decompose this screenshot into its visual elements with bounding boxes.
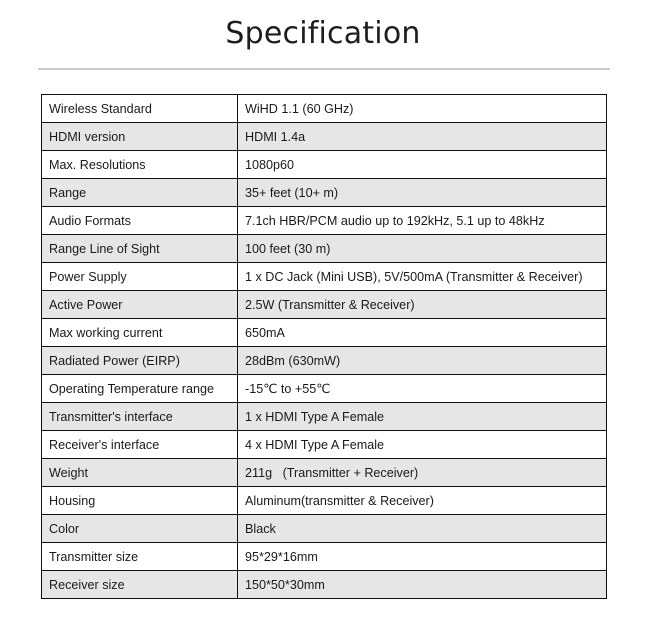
table-row [42, 515, 607, 543]
spec-value: 28dBm (630mW) [238, 347, 607, 375]
spec-value: 211g (Transmitter + Receiver) [238, 459, 607, 487]
spec-label: Wireless Standard [42, 95, 238, 123]
spec-table-body [42, 95, 607, 599]
spec-label: HDMI version [42, 123, 238, 151]
spec-label: Max. Resolutions [42, 151, 238, 179]
table-row [42, 319, 607, 347]
table-row [42, 487, 607, 515]
table-row [42, 95, 607, 123]
spec-value: 1 x HDMI Type A Female [238, 403, 607, 431]
spec-value: 150*50*30mm [238, 571, 607, 599]
table-row [42, 375, 607, 403]
spec-label: Receiver's interface [42, 431, 238, 459]
spec-value: 100 feet (30 m) [238, 235, 607, 263]
table-row [42, 179, 607, 207]
spec-label: Range [42, 179, 238, 207]
spec-label: Max working current [42, 319, 238, 347]
page-title: Specification [225, 16, 421, 51]
table-row [42, 291, 607, 319]
spec-value: 650mA [238, 319, 607, 347]
spec-label: Active Power [42, 291, 238, 319]
spec-value: -15℃ to +55℃ [238, 375, 607, 403]
spec-value: HDMI 1.4a [238, 123, 607, 151]
table-row [42, 403, 607, 431]
spec-value: Black [238, 515, 607, 543]
spec-value: 7.1ch HBR/PCM audio up to 192kHz, 5.1 up to 48kHz [238, 207, 607, 235]
table-row [42, 543, 607, 571]
spec-label: Receiver size [42, 571, 238, 599]
table-row [42, 431, 607, 459]
table-row [42, 151, 607, 179]
spec-label: Range Line of Sight [42, 235, 238, 263]
table-row [42, 235, 607, 263]
spec-value: 95*29*16mm [238, 543, 607, 571]
table-row [42, 123, 607, 151]
spec-label: Weight [42, 459, 238, 487]
spec-value: 1080p60 [238, 151, 607, 179]
spec-table [41, 94, 607, 599]
spec-value: Aluminum(transmitter & Receiver) [238, 487, 607, 515]
title-divider [38, 68, 610, 70]
spec-label: Transmitter size [42, 543, 238, 571]
table-row [42, 459, 607, 487]
spec-value: 2.5W (Transmitter & Receiver) [238, 291, 607, 319]
spec-label: Transmitter's interface [42, 403, 238, 431]
spec-label: Radiated Power (EIRP) [42, 347, 238, 375]
table-row [42, 347, 607, 375]
spec-value: 35+ feet (10+ m) [238, 179, 607, 207]
spec-label: Operating Temperature range [42, 375, 238, 403]
spec-label: Color [42, 515, 238, 543]
table-row [42, 207, 607, 235]
spec-value: 4 x HDMI Type A Female [238, 431, 607, 459]
table-row [42, 571, 607, 599]
spec-label: Audio Formats [42, 207, 238, 235]
spec-label: Housing [42, 487, 238, 515]
spec-value: WiHD 1.1 (60 GHz) [238, 95, 607, 123]
spec-label: Power Supply [42, 263, 238, 291]
spec-value: 1 x DC Jack (Mini USB), 5V/500mA (Transmitter & Receiver) [238, 263, 607, 291]
table-row [42, 263, 607, 291]
